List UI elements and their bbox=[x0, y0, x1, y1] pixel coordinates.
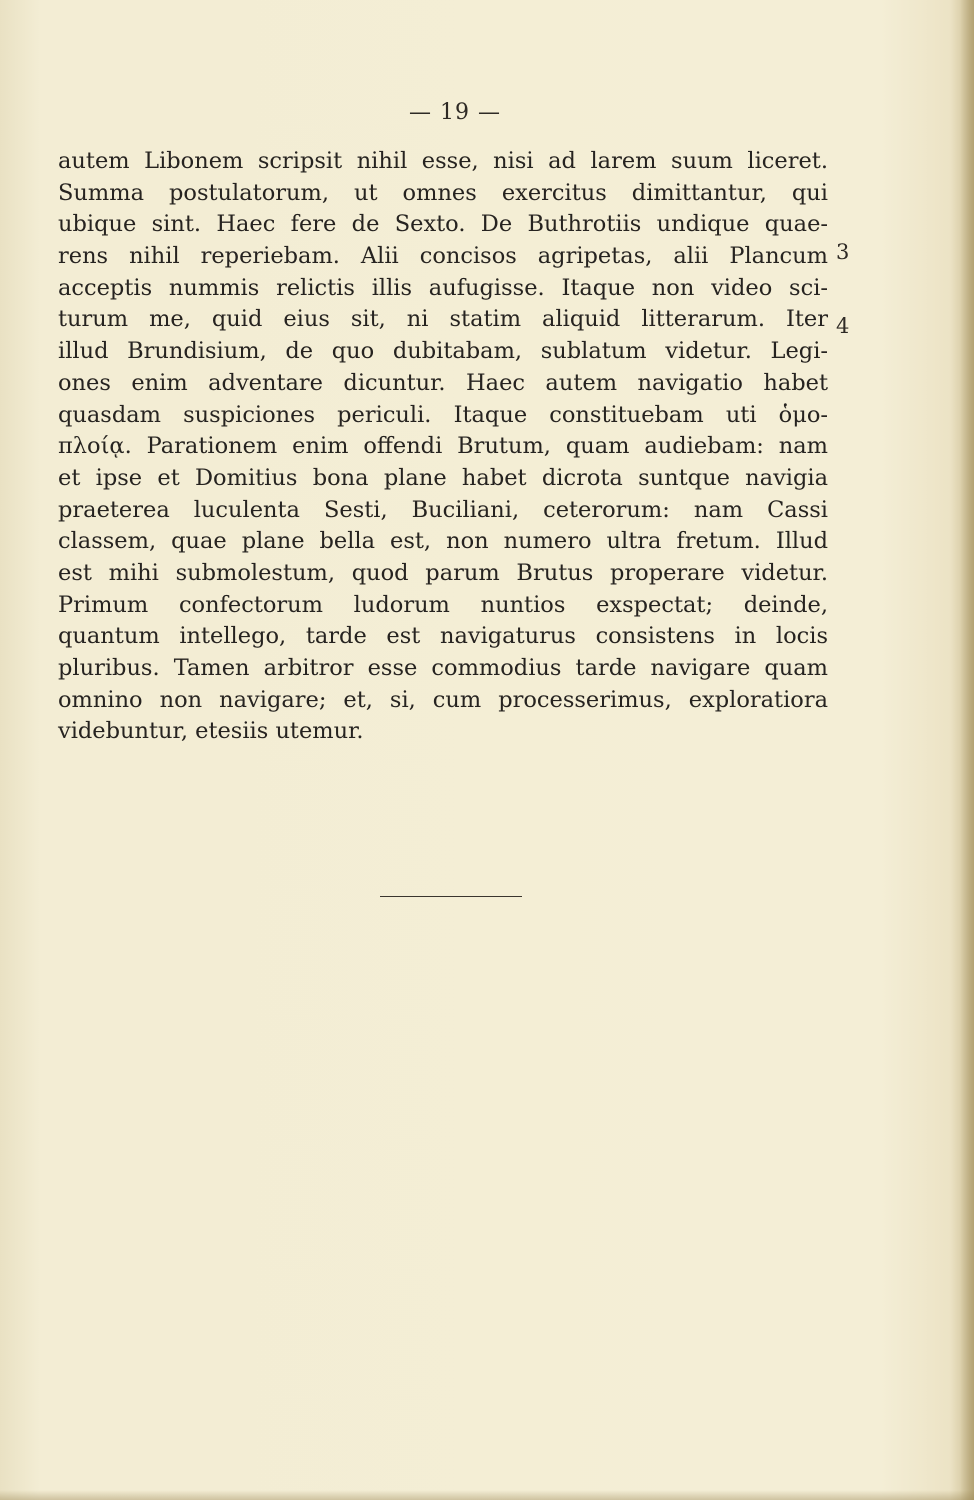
text-line: Primum confectorum ludorum nuntios exspectat; deinde, bbox=[58, 591, 828, 618]
text-line: quasdam suspiciones periculi. Itaque constituebam uti ὁμο- bbox=[58, 401, 828, 428]
text-line: rens nihil reperiebam. Alii concisos agripetas, alii Plancum bbox=[58, 243, 828, 270]
text-line: ubique sint. Haec fere de Sexto. De Buthrotiis undique quae- bbox=[58, 211, 828, 238]
page-edge-shadow bbox=[960, 0, 974, 1500]
body-text bbox=[58, 146, 828, 748]
text-line: illud Brundisium, de quo dubitabam, sublatum videtur. Legi- bbox=[58, 338, 828, 365]
text-line: praeterea luculenta Sesti, Buciliani, ceterorum: nam Cassi bbox=[58, 496, 828, 523]
text-line: pluribus. Tamen arbitror esse commodius tarde navigare quam bbox=[58, 655, 828, 681]
text-line: Summa postulatorum, ut omnes exercitus dimittantur, qui bbox=[58, 179, 828, 206]
text-line: turum me, quid eius sit, ni statim aliquid litterarum. Iter bbox=[58, 306, 828, 333]
end-rule-divider bbox=[380, 896, 522, 897]
text-line: acceptis nummis relictis illis aufugisse. Itaque non video sci- bbox=[58, 274, 828, 301]
text-line: omnino non navigare; et, si, cum processerimus, exploratiora bbox=[58, 686, 828, 713]
page-bottom-shadow bbox=[0, 1490, 974, 1500]
text-line: quantum intellego, tarde est navigaturus consistens in locis bbox=[58, 623, 828, 650]
section-number-3: 3 bbox=[836, 240, 850, 264]
text-line: classem, quae plane bella est, non numero ultra fretum. Illud bbox=[58, 528, 828, 555]
text-line-last: videbuntur, etesiis utemur. bbox=[58, 718, 364, 745]
section-number-4: 4 bbox=[836, 314, 850, 338]
page-number: — 19 — bbox=[409, 100, 501, 125]
text-line: autem Libonem scripsit nihil esse, nisi ad larem suum liceret. bbox=[58, 148, 828, 174]
text-line: et ipse et Domitius bona plane habet dicrota suntque navigia bbox=[58, 464, 828, 491]
text-line: est mihi submolestum, quod parum Brutus properare videtur. bbox=[58, 559, 828, 586]
text-line: ones enim adventare dicuntur. Haec autem navigatio habet bbox=[58, 369, 828, 396]
text-line: πλοίᾳ. Parationem enim offendi Brutum, quam audiebam: nam bbox=[58, 433, 828, 460]
